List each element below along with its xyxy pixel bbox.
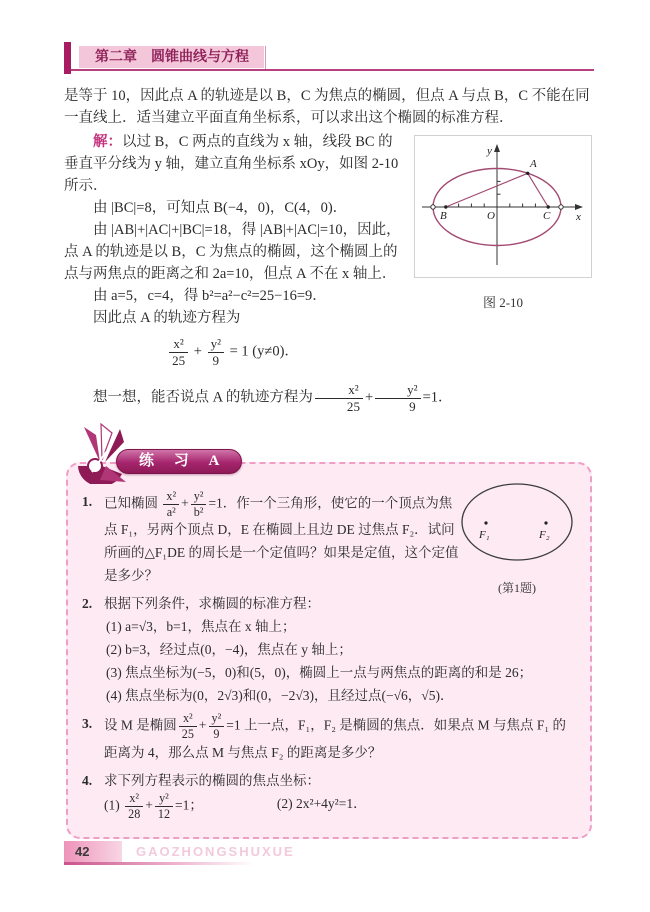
fraction: $\frac{\text{y²}}{\text{b²}}$ — [191, 490, 207, 519]
fraction: $\frac{\text{x²}}{25}$ — [169, 337, 188, 367]
think-prompt: 想一想，能否说点 A 的轨迹方程为 $\frac{\text{x²}}{25}$ + $\frac{\text{y²}}{9}$ =1． — [93, 382, 453, 415]
chapter-title — [79, 46, 265, 69]
fraction: $\frac{\text{x²}}{25}$ — [315, 383, 363, 413]
point-label-a: A — [530, 158, 537, 170]
problem-1-number: 1. — [82, 493, 93, 509]
fraction: $\frac{\text{x²}}{28}$ — [125, 792, 143, 821]
practice-badge: 练 习 A — [116, 449, 242, 474]
axis-label-y: y — [487, 145, 492, 157]
figure-problem-1-caption: (第1题) — [498, 580, 536, 595]
footer-bar — [64, 841, 324, 862]
problem-4-item-1: (1) $\frac{\text{x²}}{28}$ + $\frac{\text{y²}}{12}$ =1； — [104, 790, 203, 821]
chapter-accent-bar — [64, 42, 71, 74]
focus-label-f1: F₁ — [479, 528, 490, 541]
solution-p1-text: 以过 B，C 两点的直线为 x 轴，线段 BC 的垂直平分线为 y 轴，建立直角坐标系 xOy，如图 2-10 所示． — [64, 134, 399, 194]
fraction: $\frac{\text{y²}}{9}$ — [208, 337, 224, 367]
foci-ellipse-diagram — [458, 480, 576, 568]
problem-4-number: 4. — [82, 772, 93, 788]
problem-2-item-3: (3) 焦点坐标为(−5，0)和(5，0)，椭圆上一点与两焦点的距离的和是 26； — [106, 665, 533, 681]
problem-2-intro: 根据下列条件，求椭圆的标准方程： — [104, 596, 320, 612]
practice-section — [66, 452, 592, 840]
solution-p4: 由 a=5，c=4，得 b²=a²−c²=25−16=9． — [93, 288, 327, 304]
fraction: $\frac{\text{y²}}{12}$ — [155, 792, 173, 821]
origin-label: O — [487, 210, 495, 222]
footer-watermark: GAOZHONGSHUXUE — [136, 844, 295, 859]
page-content — [64, 85, 594, 414]
figure-2-10-box — [414, 135, 592, 278]
problem-4-text — [104, 769, 574, 821]
ellipse-diagram — [417, 137, 589, 269]
solution-p3: 由 |AB|+|AC|+|BC|=18，得 |AB|+|AC|=10，因此，点 A 的轨迹是以 B，C 为焦点的椭圆，这个椭圆上的点与两焦点的距离之和 2a=10，但点 A 不在 x 轴上． — [64, 222, 401, 282]
problem-4 — [82, 769, 574, 821]
chapter-header — [64, 42, 594, 71]
axis-label-x: x — [576, 211, 581, 223]
intro-paragraph: 是等于 10，因此点 A 的轨迹是以 B，C 为焦点的椭圆，但点 A 与点 B，C 不能在同一直线上．适当建立平面直角坐标系，可以求出这个椭圆的标准方程． — [64, 88, 590, 126]
solution-p5: 因此点 A 的轨迹方程为 — [93, 310, 241, 326]
solution-text — [64, 131, 412, 371]
problem-2 — [82, 592, 574, 707]
problem-2-text — [104, 592, 574, 707]
point-label-b: B — [440, 210, 447, 222]
problem-3-number: 3. — [82, 716, 93, 732]
locus-equation: $\frac{\text{x²}}{25}$ + $\frac{\text{y²}}{9}$ = 1 (y≠0)． — [64, 337, 402, 367]
problem-4-item-2: (2) 2x²+4y²=1． — [276, 795, 367, 811]
page-number: 42 — [64, 841, 122, 862]
solution-label: 解： — [93, 134, 122, 150]
fraction: $\frac{\text{y²}}{9}$ — [375, 383, 420, 413]
problem-4-intro: 求下列方程表示的椭圆的焦点坐标： — [104, 772, 320, 788]
chapter-title-text: 第二章 圆锥曲线与方程 — [95, 50, 249, 65]
problem-2-item-1: (1) a=√3，b=1，焦点在 x 轴上； — [106, 619, 296, 635]
problem-1-text: 已知椭圆 $\frac{\text{x²}}{\text{a²}}$ + $\frac{\text{y²}}{\text{b²}}$ =1．作一个三角形，使它的一个顶点为焦点 F₁，另两个顶点 D，E 在椭圆上且边 DE 过焦点 F₂．试问所画的△F₁DE 的周长是一个定值吗？如果是定值，这个定值是多少？ — [104, 488, 459, 584]
problem-4-items — [104, 792, 574, 821]
problem-2-item-4: (4) 焦点坐标为(0，2√3)和(0，−2√3)，且经过点(−√6，√5)． — [106, 688, 454, 704]
fraction: $\frac{\text{x²}}{\text{a²}}$ — [163, 490, 179, 519]
practice-header — [72, 422, 242, 476]
figure-2-10 — [412, 131, 594, 371]
problem-3-text: 设 M 是椭圆 $\frac{\text{x²}}{25}$ + $\frac{\text{y²}}{9}$ =1 上一点，F₁，F₂ 是椭圆的焦点．如果点 M 与焦点 F₁ 的距离为 4，那么点 M 与焦点 F₂ 的距离是多少？ — [104, 711, 567, 760]
point-label-c: C — [543, 210, 551, 222]
figure-2-10-caption: 图 2-10 — [482, 295, 524, 310]
footer-rule — [64, 862, 254, 865]
practice-box — [66, 462, 592, 840]
solution-p1 — [64, 131, 402, 197]
problem-2-item-2: (2) b=3，经过点(0，−4)，焦点在 y 轴上； — [106, 642, 352, 658]
solution-section — [64, 131, 594, 371]
problem-3 — [82, 712, 574, 764]
fraction: $\frac{\text{y²}}{9}$ — [209, 712, 225, 741]
solution-p2: 由 |BC|=8，可知点 B(−4，0)，C(4，0)． — [93, 200, 348, 216]
figure-problem-1 — [456, 480, 578, 600]
problem-2-number: 2. — [82, 596, 93, 612]
focus-label-f2: F₂ — [539, 528, 550, 541]
page-footer — [64, 841, 324, 865]
fraction: $\frac{\text{x²}}{25}$ — [179, 712, 197, 741]
